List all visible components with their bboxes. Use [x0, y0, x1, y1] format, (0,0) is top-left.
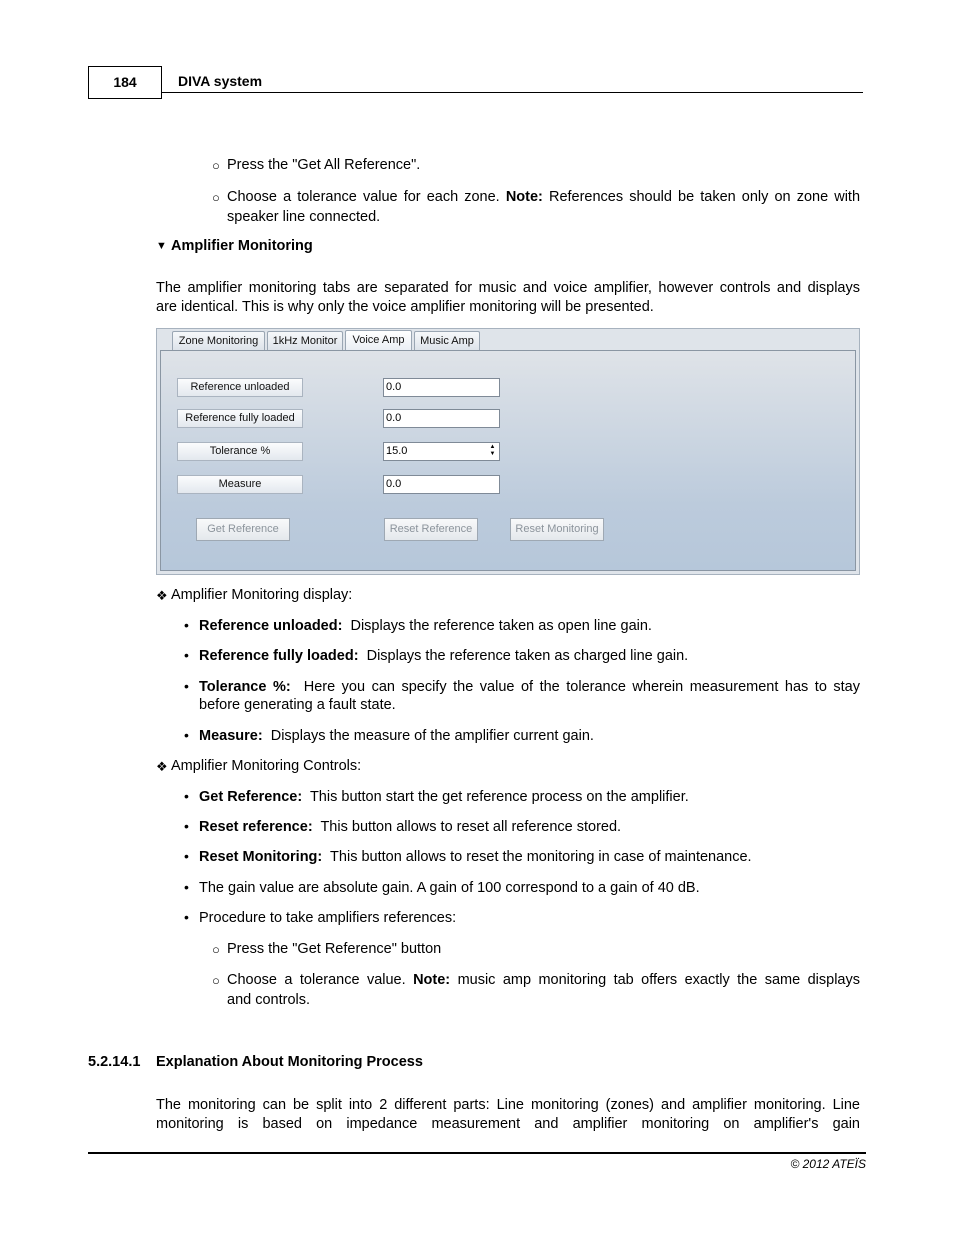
bullet-icon: •: [184, 909, 189, 925]
circle-bullet-icon: ○: [212, 190, 220, 205]
subsection-para-line1: The monitoring can be split into 2 different parts: Line monitoring (zones) and amplifier monitoring. Line: [156, 1097, 860, 1113]
diamond-bullet-icon: ❖: [156, 759, 168, 774]
bullet-icon: •: [184, 617, 189, 633]
controls-heading: Amplifier Monitoring Controls:: [171, 758, 362, 774]
subsection-title: Explanation About Monitoring Process: [156, 1054, 423, 1070]
step-tolerance-line1: Choose a tolerance value for each zone. Note: References should be taken only on zone with: [227, 189, 861, 205]
measure-label: Measure: [177, 475, 303, 494]
tab-1khz-monitor[interactable]: 1kHz Monitor: [267, 331, 343, 350]
header-divider: [162, 92, 863, 93]
bullet-icon: •: [184, 788, 189, 804]
page-number: 184: [88, 66, 162, 99]
reference-fully-loaded-field[interactable]: 0.0: [383, 409, 500, 428]
document-title: DIVA system: [178, 73, 263, 89]
procedure-step-tolerance-line1: Choose a tolerance value. Note: music amp monitoring tab offers exactly the same displays: [227, 972, 860, 988]
reference-unloaded-field[interactable]: 0.0: [383, 378, 500, 397]
display-item-reference-fully-loaded: Reference fully loaded: Displays the reference taken as charged line gain.: [199, 648, 689, 664]
section-para-line2: are identical. This is why only the voice amplifier monitoring will be presented.: [156, 299, 654, 315]
procedure-step-press: Press the "Get Reference" button: [227, 941, 442, 957]
amplifier-monitoring-screenshot: [156, 328, 860, 575]
voice-amp-panel: [160, 350, 856, 571]
control-item-gain-note: The gain value are absolute gain. A gain of 100 correspond to a gain of 40 dB.: [199, 880, 700, 896]
reset-reference-button[interactable]: Reset Reference: [384, 518, 478, 541]
subsection-para-line2: monitoring is based on impedance measurement and amplifier monitoring on amplifier's gain: [156, 1116, 860, 1132]
bullet-icon: •: [184, 848, 189, 864]
footer-divider: [88, 1152, 866, 1154]
tolerance-label: Tolerance %: [177, 442, 303, 461]
tab-voice-amp[interactable]: Voice Amp: [345, 330, 412, 351]
spinner-arrows-icon[interactable]: ▲ ▼: [489, 444, 496, 457]
reference-unloaded-label: Reference unloaded: [177, 378, 303, 397]
bullet-icon: •: [184, 647, 189, 663]
section-heading[interactable]: Amplifier Monitoring: [171, 238, 313, 254]
reset-monitoring-button[interactable]: Reset Monitoring: [510, 518, 604, 541]
display-item-tolerance: Tolerance %: Here you can specify the value of the tolerance wherein measurement has to stay: [199, 679, 860, 695]
control-item-procedure: Procedure to take amplifiers references:: [199, 910, 457, 926]
subsection-number: 5.2.14.1: [88, 1054, 141, 1070]
display-item-tolerance-line2: before generating a fault state.: [199, 697, 396, 713]
copyright: © 2012 ATEÏS: [790, 1157, 866, 1171]
display-item-measure: Measure: Displays the measure of the amplifier current gain.: [199, 728, 594, 744]
get-reference-button[interactable]: Get Reference: [196, 518, 290, 541]
step-tolerance-line2: speaker line connected.: [227, 209, 381, 225]
reference-fully-loaded-label: Reference fully loaded: [177, 409, 303, 428]
bullet-icon: •: [184, 818, 189, 834]
circle-bullet-icon: ○: [212, 158, 220, 173]
circle-bullet-icon: ○: [212, 942, 220, 957]
bullet-icon: •: [184, 879, 189, 895]
control-item-reset-monitoring: Reset Monitoring: This button allows to reset the monitoring in case of maintenance.: [199, 849, 752, 865]
procedure-step-tolerance-line2: and controls.: [227, 992, 311, 1008]
circle-bullet-icon: ○: [212, 973, 220, 988]
display-heading: Amplifier Monitoring display:: [171, 587, 353, 603]
collapse-triangle-icon[interactable]: ▼: [156, 240, 167, 252]
control-item-get-reference: Get Reference: This button start the get reference process on the amplifier.: [199, 789, 689, 805]
tolerance-value: 15.0: [386, 445, 408, 457]
step-get-all-reference: Press the "Get All Reference".: [227, 157, 421, 173]
tolerance-stepper[interactable]: [383, 442, 500, 461]
display-item-reference-unloaded: Reference unloaded: Displays the reference taken as open line gain.: [199, 618, 652, 634]
tab-zone-monitoring[interactable]: Zone Monitoring: [172, 331, 265, 350]
diamond-bullet-icon: ❖: [156, 588, 168, 603]
section-para-line1: The amplifier monitoring tabs are separated for music and voice amplifier, however controls and displays: [156, 280, 860, 296]
tab-music-amp[interactable]: Music Amp: [414, 331, 480, 350]
measure-field[interactable]: 0.0: [383, 475, 500, 494]
control-item-reset-reference: Reset reference: This button allows to reset all reference stored.: [199, 819, 622, 835]
bullet-icon: •: [184, 727, 189, 743]
bullet-icon: •: [184, 678, 189, 694]
